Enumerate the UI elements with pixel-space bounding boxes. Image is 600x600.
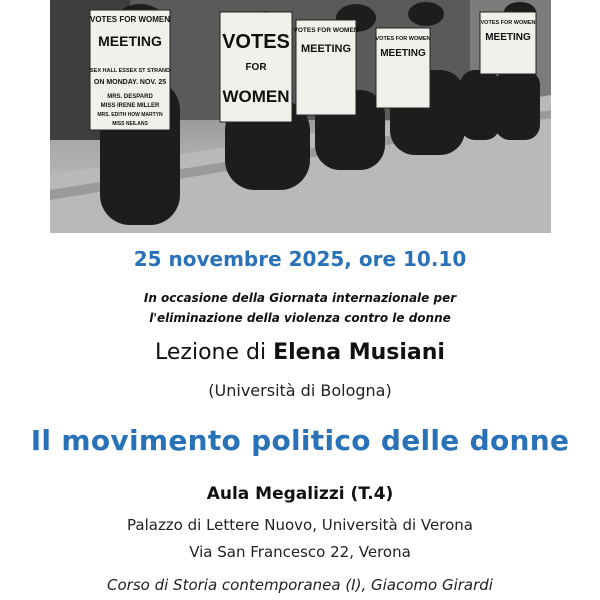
event-date: 25 novembre 2025, ore 10.10 [133, 247, 467, 271]
placard-1-line4: ON MONDAY. NOV. 25 [93, 79, 167, 86]
header-photo [50, 0, 551, 233]
lecture-prefix: Lezione di [155, 340, 274, 365]
address-line-1: Palazzo di Lettere Nuovo, Università di Verona [127, 516, 473, 534]
placard-5-line2: MEETING [485, 32, 531, 43]
placard-4-line2: MEETING [380, 48, 426, 59]
placard-4-line1: VOTES FOR WOMEN [375, 36, 431, 42]
occasion-line-1: In occasione della Giornata internazionale per [143, 291, 457, 305]
room-name: Aula Megalizzi (T.4) [206, 484, 394, 504]
placard-2-line3: WOMEN [222, 87, 290, 106]
placard-3-line1: VOTES FOR WOMEN [293, 27, 359, 34]
placard-1-line8: MISS NEILANS [112, 121, 148, 127]
placard-1-line1: VOTES FOR WOMEN [90, 15, 170, 24]
placard-1-line3: SEX HALL ESSEX ST STRAND [90, 68, 170, 74]
occasion-text [0, 288, 600, 328]
placard-1-line2: MEETING [98, 33, 162, 49]
placard-5-line1: VOTES FOR WOMEN [480, 20, 536, 26]
lecture-line [0, 340, 600, 365]
course-info: Corso di Storia contemporanea (I), Giacomo Girardi [107, 576, 493, 594]
suffragette-photo-illustration [50, 0, 551, 233]
placard-1-line7: MRS. EDITH HOW MARTYN [97, 112, 163, 118]
placard-2-line2: FOR [245, 62, 267, 73]
occasion-line-2: l'eliminazione della violenza contro le donne [149, 311, 451, 325]
placard-3-line2: MEETING [300, 43, 352, 55]
placard-2-line1: VOTES [222, 31, 290, 53]
placard-1-line5: MRS. DESPARD [107, 94, 153, 100]
address-line-2: Via San Francesco 22, Verona [189, 543, 411, 561]
speaker-affiliation: (Università di Bologna) [208, 381, 392, 400]
speaker-name: Elena Musiani [273, 340, 445, 365]
lecture-title: Il movimento politico delle donne [30, 424, 570, 457]
placard-1-line6: MISS IRENE MILLER [100, 103, 160, 109]
